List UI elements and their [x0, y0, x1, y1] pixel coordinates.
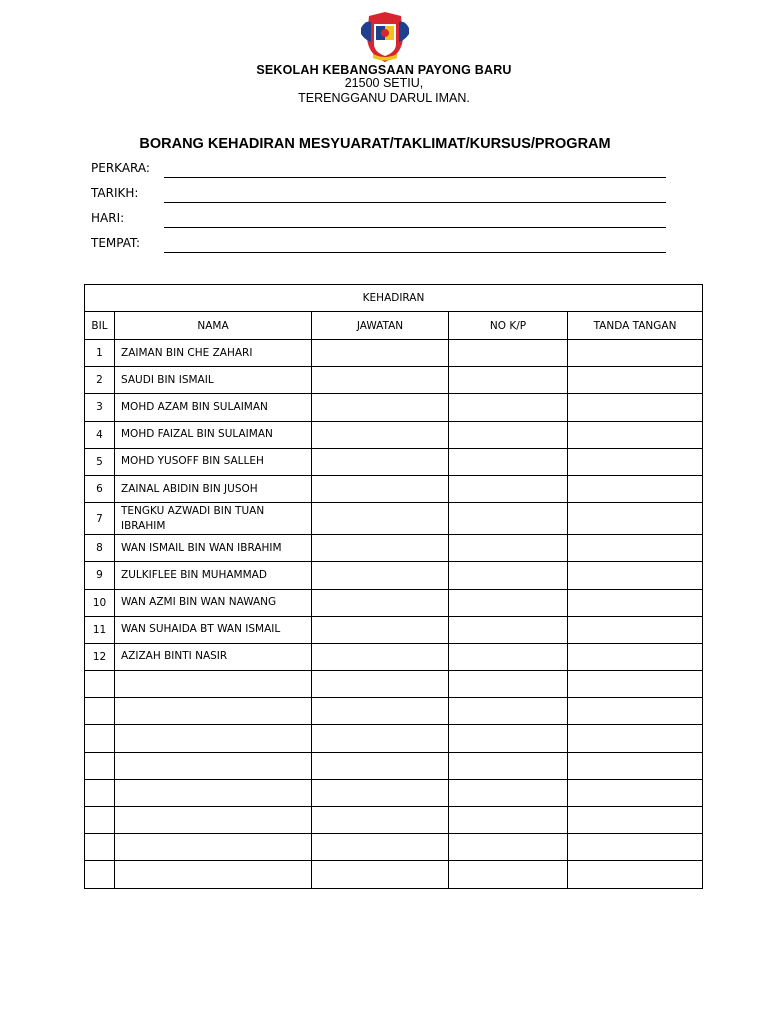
cell-bil[interactable] [85, 861, 115, 888]
cell-jawatan[interactable] [312, 448, 449, 475]
field-input-tarikh[interactable] [164, 202, 666, 203]
cell-no-kp[interactable] [449, 752, 568, 779]
cell-no-kp[interactable] [449, 589, 568, 616]
cell-jawatan[interactable] [312, 475, 449, 502]
cell-no-kp[interactable] [449, 698, 568, 725]
cell-jawatan[interactable] [312, 671, 449, 698]
cell-jawatan[interactable] [312, 807, 449, 834]
column-header-bil: BIL [85, 312, 115, 340]
cell-nama: WAN AZMI BIN WAN NAWANG [115, 589, 312, 616]
cell-bil[interactable] [85, 779, 115, 806]
cell-jawatan[interactable] [312, 861, 449, 888]
field-label-tempat: TEMPAT: [91, 236, 141, 250]
cell-jawatan[interactable] [312, 643, 449, 670]
cell-tanda-tangan[interactable] [568, 671, 703, 698]
cell-bil[interactable] [85, 671, 115, 698]
table-row [85, 562, 703, 589]
cell-bil: 9 [85, 562, 115, 589]
cell-jawatan[interactable] [312, 779, 449, 806]
cell-tanda-tangan[interactable] [568, 616, 703, 643]
cell-nama: MOHD FAIZAL BIN SULAIMAN [115, 421, 312, 448]
cell-no-kp[interactable] [449, 779, 568, 806]
cell-tanda-tangan[interactable] [568, 807, 703, 834]
cell-bil: 12 [85, 643, 115, 670]
cell-jawatan[interactable] [312, 725, 449, 752]
school-address-line2: TERENGGANU DARUL IMAN. [298, 91, 470, 105]
field-label-hari: HARI: [91, 211, 125, 225]
table-row-blank [85, 698, 703, 725]
cell-no-kp[interactable] [449, 671, 568, 698]
cell-nama[interactable] [115, 834, 312, 861]
table-row [85, 394, 703, 421]
table-row-blank [85, 725, 703, 752]
cell-tanda-tangan[interactable] [568, 394, 703, 421]
school-name: SEKOLAH KEBANGSAAN PAYONG BARU [256, 63, 512, 77]
cell-bil: 3 [85, 394, 115, 421]
table-row [85, 616, 703, 643]
cell-nama[interactable] [115, 752, 312, 779]
cell-no-kp[interactable] [449, 535, 568, 562]
cell-tanda-tangan[interactable] [568, 779, 703, 806]
table-row-blank [85, 779, 703, 806]
cell-no-kp[interactable] [449, 421, 568, 448]
table-row [85, 448, 703, 475]
cell-jawatan[interactable] [312, 616, 449, 643]
cell-nama: WAN SUHAIDA BT WAN ISMAIL [115, 616, 312, 643]
cell-no-kp[interactable] [449, 367, 568, 394]
cell-tanda-tangan[interactable] [568, 643, 703, 670]
cell-no-kp[interactable] [449, 503, 568, 535]
cell-jawatan[interactable] [312, 535, 449, 562]
table-row-blank [85, 834, 703, 861]
cell-bil[interactable] [85, 725, 115, 752]
cell-tanda-tangan[interactable] [568, 421, 703, 448]
cell-no-kp[interactable] [449, 475, 568, 502]
cell-bil: 8 [85, 535, 115, 562]
field-input-tempat[interactable] [164, 252, 666, 253]
cell-jawatan[interactable] [312, 698, 449, 725]
cell-nama: ZULKIFLEE BIN MUHAMMAD [115, 562, 312, 589]
cell-nama: SAUDI BIN ISMAIL [115, 367, 312, 394]
cell-nama: ZAINAL ABIDIN BIN JUSOH [115, 475, 312, 502]
cell-bil: 6 [85, 475, 115, 502]
cell-nama[interactable] [115, 698, 312, 725]
table-row [85, 340, 703, 367]
cell-bil[interactable] [85, 698, 115, 725]
cell-tanda-tangan[interactable] [568, 698, 703, 725]
cell-nama: ZAIMAN BIN CHE ZAHARI [115, 340, 312, 367]
column-header-jawatan: JAWATAN [312, 312, 449, 340]
cell-tanda-tangan[interactable] [568, 503, 703, 535]
form-title: BORANG KEHADIRAN MESYUARAT/TAKLIMAT/KURSUS/PROGRAM [139, 136, 611, 152]
cell-no-kp[interactable] [449, 643, 568, 670]
table-row-blank [85, 671, 703, 698]
cell-nama: MOHD AZAM BIN SULAIMAN [115, 394, 312, 421]
table-row [85, 421, 703, 448]
field-label-tarikh: TARIKH: [91, 186, 139, 200]
table-row-blank [85, 752, 703, 779]
cell-tanda-tangan[interactable] [568, 475, 703, 502]
cell-jawatan[interactable] [312, 421, 449, 448]
cell-no-kp[interactable] [449, 807, 568, 834]
cell-nama[interactable] [115, 725, 312, 752]
table-row [85, 589, 703, 616]
cell-bil: 2 [85, 367, 115, 394]
cell-jawatan[interactable] [312, 834, 449, 861]
cell-bil: 4 [85, 421, 115, 448]
table-row [85, 643, 703, 670]
table-title: KEHADIRAN [85, 285, 703, 312]
cell-bil[interactable] [85, 752, 115, 779]
cell-nama[interactable] [115, 671, 312, 698]
table-row-blank [85, 861, 703, 888]
table-row [85, 503, 703, 535]
cell-nama: TENGKU AZWADI BIN TUAN IBRAHIM [115, 503, 312, 535]
cell-no-kp[interactable] [449, 616, 568, 643]
cell-bil: 10 [85, 589, 115, 616]
cell-no-kp[interactable] [449, 861, 568, 888]
table-row [85, 367, 703, 394]
cell-jawatan[interactable] [312, 340, 449, 367]
cell-tanda-tangan[interactable] [568, 834, 703, 861]
cell-no-kp[interactable] [449, 394, 568, 421]
cell-no-kp[interactable] [449, 340, 568, 367]
field-input-perkara[interactable] [164, 177, 666, 178]
cell-nama: MOHD YUSOFF BIN SALLEH [115, 448, 312, 475]
column-header-nama: NAMA [115, 312, 312, 340]
cell-no-kp[interactable] [449, 562, 568, 589]
cell-nama[interactable] [115, 861, 312, 888]
cell-tanda-tangan[interactable] [568, 725, 703, 752]
cell-tanda-tangan[interactable] [568, 340, 703, 367]
cell-no-kp[interactable] [449, 725, 568, 752]
cell-bil[interactable] [85, 834, 115, 861]
field-label-perkara: PERKARA: [91, 161, 150, 175]
cell-nama[interactable] [115, 807, 312, 834]
cell-bil: 11 [85, 616, 115, 643]
cell-tanda-tangan[interactable] [568, 535, 703, 562]
attendance-table [84, 284, 703, 889]
table-row-blank [85, 807, 703, 834]
cell-jawatan[interactable] [312, 394, 449, 421]
cell-nama[interactable] [115, 779, 312, 806]
cell-tanda-tangan[interactable] [568, 448, 703, 475]
cell-tanda-tangan[interactable] [568, 562, 703, 589]
cell-jawatan[interactable] [312, 589, 449, 616]
cell-bil[interactable] [85, 807, 115, 834]
cell-bil: 1 [85, 340, 115, 367]
column-header-no-kp: NO K/P [449, 312, 568, 340]
cell-bil: 5 [85, 448, 115, 475]
cell-nama: WAN ISMAIL BIN WAN IBRAHIM [115, 535, 312, 562]
cell-jawatan[interactable] [312, 503, 449, 535]
table-row [85, 535, 703, 562]
cell-tanda-tangan[interactable] [568, 752, 703, 779]
cell-bil: 7 [85, 503, 115, 535]
cell-nama: AZIZAH BINTI NASIR [115, 643, 312, 670]
school-crest-icon [359, 10, 411, 64]
cell-no-kp[interactable] [449, 834, 568, 861]
field-input-hari[interactable] [164, 227, 666, 228]
table-row [85, 475, 703, 502]
cell-jawatan[interactable] [312, 752, 449, 779]
cell-jawatan[interactable] [312, 562, 449, 589]
cell-jawatan[interactable] [312, 367, 449, 394]
school-address-line1: 21500 SETIU, [344, 76, 424, 90]
cell-tanda-tangan[interactable] [568, 367, 703, 394]
cell-no-kp[interactable] [449, 448, 568, 475]
column-header-tanda-tangan: TANDA TANGAN [568, 312, 703, 340]
cell-tanda-tangan[interactable] [568, 861, 703, 888]
cell-tanda-tangan[interactable] [568, 589, 703, 616]
